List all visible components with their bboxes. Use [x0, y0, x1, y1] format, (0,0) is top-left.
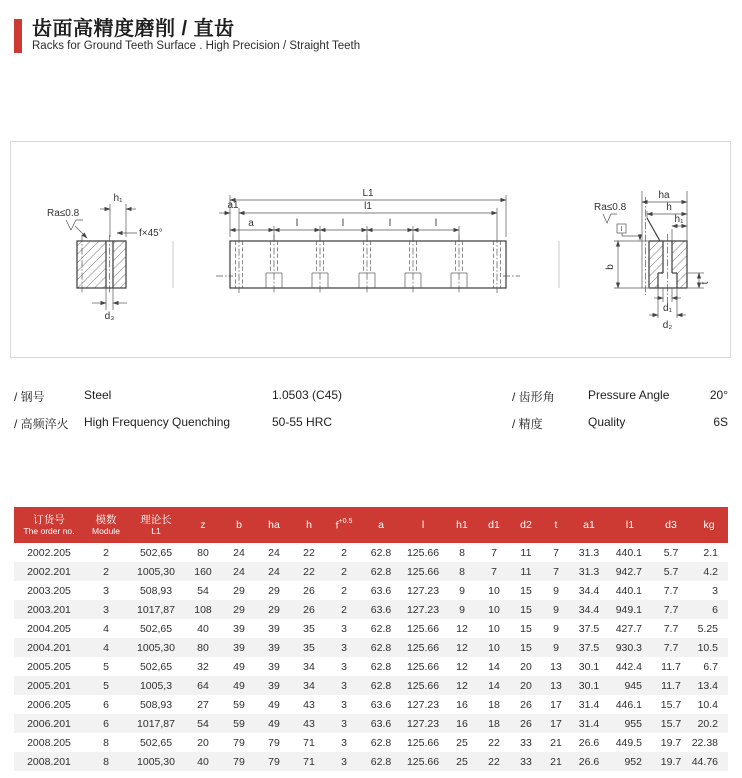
col-header-d1: d1 — [488, 518, 500, 531]
cell-d2: 15 — [520, 641, 532, 654]
cell-f: 2 — [341, 603, 347, 616]
cell-d3: 19.7 — [660, 736, 682, 749]
dim-label-l-3: l — [388, 218, 392, 229]
cell-module: 4 — [103, 622, 109, 635]
cell-d2: 15 — [520, 584, 532, 597]
cell-ha: 39 — [268, 622, 280, 635]
cell-h: 22 — [303, 565, 315, 578]
cell-ha: 39 — [268, 679, 280, 692]
col-header-t: t — [554, 518, 558, 531]
cell-l: 125.66 — [406, 641, 440, 654]
cell-b: 39 — [233, 641, 245, 654]
dim-label-a1: a1 — [227, 200, 239, 211]
cell-b: 59 — [233, 698, 245, 711]
dim-label-ha: ha — [658, 190, 670, 201]
col-header-a: a — [378, 518, 384, 531]
cell-f: 2 — [341, 565, 347, 578]
cell-z: 20 — [197, 736, 209, 749]
cell-b: 79 — [233, 736, 245, 749]
col-header-l1: l1 — [625, 518, 635, 531]
dim-label-l-2: l — [341, 218, 345, 229]
cell-t: 13 — [550, 679, 562, 692]
cell-t: 9 — [553, 584, 559, 597]
cell-h: 43 — [303, 717, 315, 730]
table-row — [14, 600, 728, 619]
cell-l: 125.66 — [406, 660, 440, 673]
spec-label-en: Quality — [588, 415, 626, 429]
cell-l1: 930.3 — [615, 641, 642, 654]
cell-module: 2 — [103, 546, 109, 559]
cell-l1: 955 — [624, 717, 642, 730]
dim-label-d2: d₂ — [662, 320, 673, 331]
surface-finish-label-left: Ra≤0.8 — [47, 208, 80, 219]
technical-drawing-panel — [10, 141, 731, 358]
spec-value: 1.0503 (C45) — [272, 388, 343, 402]
dim-label-d3: d₃ — [104, 311, 115, 322]
cell-kg: 3 — [712, 584, 718, 597]
cell-z: 40 — [197, 622, 209, 635]
cell-kg: 10.5 — [697, 641, 718, 654]
spec-label-cn: / 精度 — [512, 417, 543, 431]
cell-module: 3 — [103, 584, 109, 597]
cell-t: 17 — [550, 717, 562, 730]
table-row — [14, 733, 728, 752]
cell-length: 1017,87 — [137, 603, 175, 616]
cell-t: 13 — [550, 660, 562, 673]
left-section-view — [47, 193, 163, 322]
cell-l: 125.66 — [406, 679, 440, 692]
cell-a: 62.8 — [370, 622, 392, 635]
cell-a1: 30.1 — [578, 660, 600, 673]
cell-order: 2003.201 — [27, 603, 71, 616]
table-row — [14, 695, 728, 714]
table-header-row — [14, 507, 728, 543]
cell-kg: 10.4 — [697, 698, 718, 711]
cell-b: 29 — [233, 603, 245, 616]
cell-order: 2002.205 — [27, 546, 71, 559]
cell-d1: 10 — [488, 603, 500, 616]
spec-label-cn: / 钢号 — [14, 390, 45, 404]
cell-d2: 15 — [520, 622, 532, 635]
cell-b: 49 — [233, 660, 245, 673]
cell-f: 3 — [341, 717, 347, 730]
cell-l: 125.66 — [406, 546, 440, 559]
col-header-a1: a1 — [583, 518, 595, 531]
cell-module: 3 — [103, 603, 109, 616]
cell-ha: 24 — [268, 546, 280, 559]
cell-kg: 6.7 — [703, 660, 718, 673]
table-row — [14, 638, 728, 657]
cell-d1: 7 — [491, 565, 497, 578]
cell-h: 26 — [303, 603, 315, 616]
cell-ha: 79 — [268, 755, 280, 768]
col-header-kg: kg — [703, 518, 715, 531]
cell-l1: 440.1 — [615, 546, 642, 559]
col-header-h1: h1 — [456, 518, 468, 531]
cell-a1: 37.5 — [578, 622, 600, 635]
cell-length: 1005,3 — [139, 679, 173, 692]
rack-length-view — [216, 188, 520, 294]
cell-z: 54 — [197, 584, 209, 597]
cell-a: 62.8 — [370, 736, 392, 749]
cell-d1: 14 — [488, 679, 500, 692]
cell-b: 29 — [233, 584, 245, 597]
cell-kg: 22.38 — [691, 736, 718, 749]
technical-drawing — [11, 142, 730, 357]
cell-h: 34 — [303, 660, 315, 673]
cell-a1: 30.1 — [578, 679, 600, 692]
cell-l1: 442.4 — [615, 660, 642, 673]
cell-t: 17 — [550, 698, 562, 711]
cell-z: 54 — [197, 717, 209, 730]
table-row — [14, 676, 728, 695]
cell-module: 6 — [103, 717, 109, 730]
cell-l1: 949.1 — [615, 603, 642, 616]
cell-order: 2006.201 — [27, 717, 71, 730]
dim-label-l1: l1 — [364, 201, 372, 212]
spec-label-cn: / 高频淬火 — [14, 417, 69, 431]
col-header-f: $f^{+0.5}$ — [335, 517, 353, 532]
cell-d3: 7.7 — [663, 641, 679, 654]
dim-label-f45: f×45° — [139, 228, 163, 239]
col-header-b: b — [236, 518, 242, 531]
dim-label-h1-left: h₁ — [113, 193, 123, 204]
cell-h1: 9 — [459, 603, 465, 616]
cell-b: 49 — [233, 679, 245, 692]
cell-length: 508,93 — [139, 584, 173, 597]
spec-row-quality — [512, 415, 728, 435]
cell-a1: 26.6 — [578, 736, 600, 749]
cell-d3: 7.7 — [663, 622, 679, 635]
dim-label-h: h — [666, 202, 672, 213]
table-row — [14, 543, 728, 562]
cell-order: 2006.205 — [27, 698, 71, 711]
cell-d3: 15.7 — [660, 698, 682, 711]
cell-l1: 446.1 — [615, 698, 642, 711]
cell-z: 40 — [197, 755, 209, 768]
dim-label-L1: L1 — [362, 188, 374, 199]
dim-label-h1-right: h₁ — [674, 214, 684, 225]
cell-z: 27 — [197, 698, 209, 711]
cell-h: 71 — [303, 755, 315, 768]
cell-kg: 6 — [712, 603, 718, 616]
cell-a1: 31.3 — [578, 565, 600, 578]
cell-z: 160 — [194, 565, 212, 578]
table-row — [14, 619, 728, 638]
cell-d2: 20 — [520, 660, 532, 673]
cell-h1: 9 — [459, 584, 465, 597]
cell-a1: 31.3 — [578, 546, 600, 559]
page-subtitle: Racks for Ground Teeth Surface . High Precision / Straight Teeth — [32, 40, 361, 52]
col-header-h: h — [306, 518, 312, 531]
cell-z: 64 — [197, 679, 209, 692]
cell-b: 39 — [233, 622, 245, 635]
cell-f: 3 — [341, 755, 347, 768]
cell-h1: 16 — [456, 717, 468, 730]
cell-z: 80 — [197, 641, 209, 654]
cell-ha: 29 — [268, 603, 280, 616]
cell-h1: 12 — [456, 641, 468, 654]
cell-length: 508,93 — [139, 698, 173, 711]
cell-d2: 26 — [520, 698, 532, 711]
cell-d1: 10 — [488, 641, 500, 654]
dim-label-l-4: l — [434, 218, 438, 229]
dim-label-t: t — [700, 281, 711, 285]
cell-a: 63.6 — [370, 717, 392, 730]
cell-l1: 440.1 — [615, 584, 642, 597]
cell-kg: 2.1 — [703, 546, 718, 559]
cell-ha: 49 — [268, 698, 280, 711]
cell-t: 21 — [550, 736, 562, 749]
cell-d2: 20 — [520, 679, 532, 692]
page-title: 齿面高精度磨削 / 直齿 — [32, 18, 235, 40]
cell-h: 35 — [303, 622, 315, 635]
cell-h1: 25 — [456, 736, 468, 749]
mounting-holes — [266, 226, 467, 294]
cell-order: 2002.201 — [27, 565, 71, 578]
cell-length: 1005,30 — [137, 565, 175, 578]
spec-table — [14, 507, 728, 771]
cell-z: 108 — [194, 603, 212, 616]
spec-row-quenching — [14, 415, 484, 435]
cell-h1: 8 — [459, 565, 465, 578]
spec-value: 6S — [713, 415, 728, 429]
cell-d3: 5.7 — [663, 546, 679, 559]
spec-label-en: Pressure Angle — [588, 388, 670, 402]
cell-order: 2004.201 — [27, 641, 71, 654]
cell-d1: 22 — [488, 755, 500, 768]
cell-d3: 11.7 — [661, 660, 681, 673]
cell-l1: 952 — [624, 755, 642, 768]
table-row — [14, 657, 728, 676]
spec-value: 20° — [709, 388, 728, 402]
right-section-view — [594, 190, 711, 331]
cell-a1: 31.4 — [578, 698, 600, 711]
dim-label-l-1: l — [295, 218, 299, 229]
table-row — [14, 562, 728, 581]
cell-h: 22 — [303, 546, 315, 559]
dim-label-d1: d₁ — [663, 303, 672, 314]
cell-t: 7 — [553, 565, 559, 578]
cell-d3: 15.7 — [660, 717, 682, 730]
cell-ha: 49 — [268, 717, 280, 730]
dim-label-b: b — [605, 264, 616, 270]
cell-module: 2 — [103, 565, 109, 578]
cell-a: 62.8 — [370, 679, 392, 692]
cell-t: 9 — [553, 622, 559, 635]
spec-label-cn: / 齿形角 — [512, 390, 555, 404]
cell-kg: 44.76 — [691, 755, 718, 768]
cell-d2: 33 — [520, 755, 532, 768]
cell-ha: 29 — [268, 584, 280, 597]
cell-h: 43 — [303, 698, 315, 711]
cell-d1: 10 — [488, 622, 500, 635]
cell-length: 502,65 — [139, 736, 173, 749]
cell-kg: 4.2 — [703, 565, 718, 578]
cell-t: 9 — [553, 641, 559, 654]
cell-module: 6 — [103, 698, 109, 711]
cell-d3: 5.7 — [663, 565, 679, 578]
cell-h: 35 — [303, 641, 315, 654]
cell-l1: 427.7 — [615, 622, 642, 635]
cell-h1: 12 — [456, 660, 468, 673]
spec-row-pressure-angle — [512, 388, 728, 408]
cell-d1: 10 — [488, 584, 500, 597]
cell-l1: 449.5 — [615, 736, 642, 749]
cell-module: 5 — [103, 660, 109, 673]
cell-d2: 11 — [520, 565, 532, 578]
cell-ha: 39 — [268, 641, 280, 654]
cell-h: 34 — [303, 679, 315, 692]
cell-kg: 20.2 — [697, 717, 718, 730]
cell-a: 62.8 — [370, 546, 392, 559]
cell-a1: 31.4 — [578, 717, 600, 730]
cell-f: 3 — [341, 679, 347, 692]
cell-l: 127.23 — [406, 584, 440, 597]
cell-a: 62.8 — [370, 641, 392, 654]
cell-ha: 39 — [268, 660, 280, 673]
cell-d2: 15 — [520, 603, 532, 616]
col-header-d2: d2 — [520, 518, 532, 531]
cell-a: 62.8 — [370, 565, 392, 578]
cell-h1: 12 — [456, 679, 468, 692]
cell-a: 63.6 — [370, 584, 392, 597]
cell-a1: 37.5 — [578, 641, 600, 654]
cell-z: 32 — [197, 660, 209, 673]
col-header-length: 理论长 L1 — [140, 513, 172, 536]
cell-f: 3 — [341, 641, 347, 654]
col-header-module: 模数 Module — [92, 513, 120, 536]
cell-a1: 26.6 — [578, 755, 600, 768]
cell-a: 62.8 — [370, 660, 392, 673]
col-header-ha: ha — [268, 518, 280, 531]
cell-a1: 34.4 — [578, 584, 600, 597]
cell-kg: 13.4 — [697, 679, 718, 692]
cell-length: 1005,30 — [137, 641, 175, 654]
cell-f: 3 — [341, 660, 347, 673]
cell-d1: 22 — [488, 736, 500, 749]
cell-l1: 945 — [624, 679, 642, 692]
cell-t: 7 — [553, 546, 559, 559]
cell-kg: 5.25 — [697, 622, 718, 635]
table-row — [14, 581, 728, 600]
cell-a1: 34.4 — [578, 603, 600, 616]
cell-d3: 7.7 — [663, 584, 679, 597]
cell-b: 24 — [233, 546, 245, 559]
cell-d2: 26 — [520, 717, 532, 730]
cell-d2: 11 — [520, 546, 532, 559]
cell-t: 9 — [553, 603, 559, 616]
cell-order: 2004.205 — [27, 622, 71, 635]
cell-l: 125.66 — [406, 736, 440, 749]
cell-order: 2003.205 — [27, 584, 71, 597]
cell-module: 8 — [103, 755, 109, 768]
cell-a: 63.6 — [370, 603, 392, 616]
cell-ha: 24 — [268, 565, 280, 578]
col-header-z: z — [200, 518, 206, 531]
spec-label-en: High Frequency Quenching — [84, 415, 231, 429]
cell-l1: 942.7 — [615, 565, 642, 578]
cell-d3: 11.7 — [661, 679, 681, 692]
col-header-l: l — [421, 518, 425, 531]
spec-value: 50-55 HRC — [272, 415, 333, 429]
cell-h1: 8 — [459, 546, 465, 559]
cell-d3: 19.7 — [660, 755, 682, 768]
table-row — [14, 752, 728, 771]
cell-module: 4 — [103, 641, 109, 654]
cell-f: 3 — [341, 736, 347, 749]
cell-l: 127.23 — [406, 698, 440, 711]
accent-bar — [14, 19, 22, 53]
cell-d1: 18 — [488, 717, 500, 730]
spec-row-steel — [14, 388, 484, 408]
cell-h1: 16 — [456, 698, 468, 711]
col-header-order: 订货号 The order no. — [23, 513, 75, 536]
cell-length: 1017,87 — [137, 717, 175, 730]
cell-a: 62.8 — [370, 755, 392, 768]
cell-b: 79 — [233, 755, 245, 768]
cell-length: 502,65 — [139, 546, 173, 559]
cell-h: 26 — [303, 584, 315, 597]
cell-b: 24 — [233, 565, 245, 578]
cell-d1: 14 — [488, 660, 500, 673]
cell-z: 80 — [197, 546, 209, 559]
cell-l: 125.66 — [406, 755, 440, 768]
cell-order: 2005.201 — [27, 679, 71, 692]
cell-length: 502,65 — [139, 622, 173, 635]
cell-length: 1005,30 — [137, 755, 175, 768]
cell-f: 2 — [341, 584, 347, 597]
cell-d2: 33 — [520, 736, 532, 749]
col-header-d3: d3 — [665, 518, 677, 531]
cell-h1: 25 — [456, 755, 468, 768]
cell-l: 125.66 — [406, 565, 440, 578]
cell-l: 127.23 — [406, 603, 440, 616]
cell-d3: 7.7 — [663, 603, 679, 616]
surface-finish-label-right: Ra≤0.8 — [594, 202, 627, 213]
cell-module: 8 — [103, 736, 109, 749]
cell-module: 5 — [103, 679, 109, 692]
cell-f: 2 — [341, 546, 347, 559]
cell-order: 2008.205 — [27, 736, 71, 749]
cell-l: 125.66 — [406, 622, 440, 635]
cell-b: 59 — [233, 717, 245, 730]
cell-h: 71 — [303, 736, 315, 749]
cell-d1: 7 — [491, 546, 497, 559]
table-body — [14, 543, 728, 771]
spec-label-en: Steel — [84, 388, 112, 402]
cell-order: 2005.205 — [27, 660, 71, 673]
cell-ha: 79 — [268, 736, 280, 749]
table-row — [14, 714, 728, 733]
dim-label-a: a — [248, 218, 254, 229]
cell-a: 63.6 — [370, 698, 392, 711]
cell-h1: 12 — [456, 622, 468, 635]
cell-f: 3 — [341, 622, 347, 635]
cell-l: 127.23 — [406, 717, 440, 730]
cell-f: 3 — [341, 698, 347, 711]
cell-length: 502,65 — [139, 660, 173, 673]
cell-order: 2008.201 — [27, 755, 71, 768]
cell-d1: 18 — [488, 698, 500, 711]
cell-t: 21 — [550, 755, 562, 768]
